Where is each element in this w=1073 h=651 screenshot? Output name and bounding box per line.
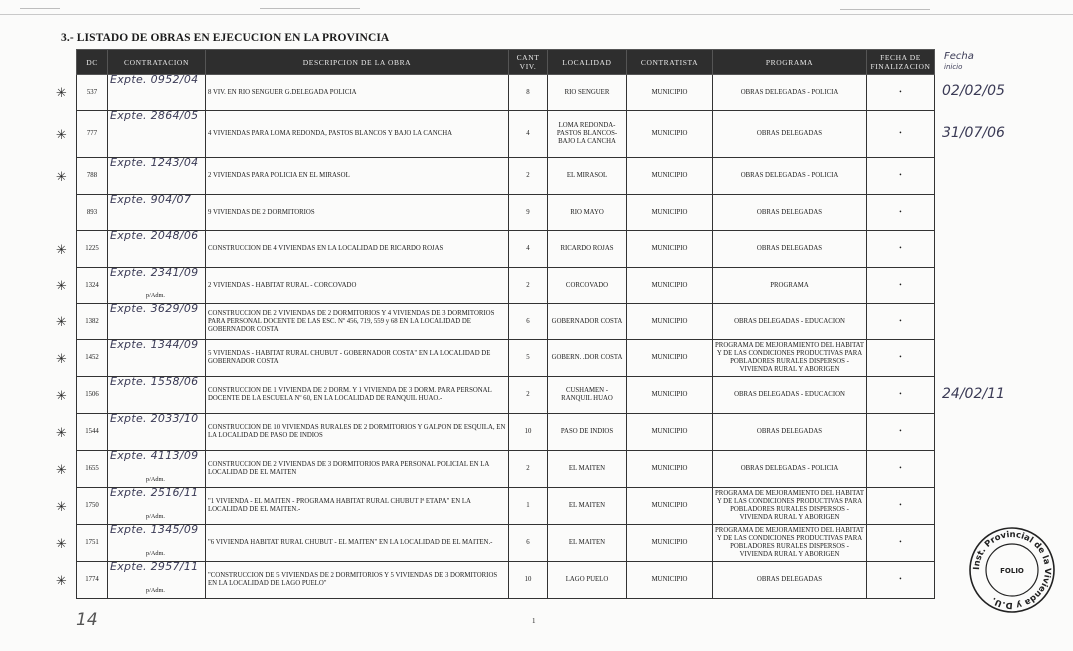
table-cell-programa: PROGRAMA (713, 268, 867, 304)
table-row (77, 451, 935, 488)
table-cell-descripcion: 2 VIVIENDAS - HABITAT RURAL - CORCOVADO (206, 268, 509, 304)
asterisk-mark-icon: ✳ (56, 425, 67, 441)
header-programa: PROGRAMA (713, 50, 867, 75)
table-row (77, 268, 935, 304)
handwritten-start-date: 31/07/06 (942, 124, 1005, 141)
page-number: 1 (532, 617, 536, 625)
table-cell-descripcion: 2 VIVIENDAS PARA POLICIA EN EL MIRASOL (206, 158, 509, 195)
handwritten-start-date: 24/02/11 (942, 385, 1005, 402)
handwritten-expte: Expte. 0952/04 (110, 74, 199, 86)
table-cell-descripcion: "6 VIVIENDA HABITAT RURAL CHUBUT - EL MAITEN" EN LA LOCALIDAD DE EL MAITEN.- (206, 525, 509, 562)
table-cell-dc: 777 (77, 111, 108, 158)
table-cell-programa: PROGRAMA DE MEJORAMIENTO DEL HABITAT Y DE LAS CONDICIONES PRODUCTIVAS PARA POBLADORES RURALES DISPERSOS - VIVIENDA RURAL Y ABORIGEN (713, 525, 867, 562)
table-cell-fecha: • (867, 75, 935, 111)
table-cell-cant: 4 (509, 111, 548, 158)
header-fecha: FECHA DE FINALIZACION (867, 50, 935, 75)
table-cell-dc: 1382 (77, 304, 108, 340)
table-cell-programa: OBRAS DELEGADAS (713, 562, 867, 599)
folio-stamp (968, 526, 1056, 614)
header-localidad: LOCALIDAD (548, 50, 627, 75)
scan-mark (20, 8, 60, 9)
table-cell-cant: 8 (509, 75, 548, 111)
table-cell-fecha: • (867, 195, 935, 231)
padm-label: p/Adm. (145, 513, 165, 520)
asterisk-mark-icon: ✳ (56, 536, 67, 552)
table-cell-contratacion (108, 195, 206, 231)
table-cell-dc: 1655 (77, 451, 108, 488)
handwritten-expte: Expte. 2033/10 (110, 413, 199, 425)
table-row (77, 158, 935, 195)
table-cell-cant: 2 (509, 377, 548, 414)
table-cell-localidad: EL MAITEN (548, 451, 627, 488)
table-cell-cant: 1 (509, 488, 548, 525)
table-cell-programa: OBRAS DELEGADAS - POLICIA (713, 75, 867, 111)
asterisk-mark-icon: ✳ (56, 499, 67, 515)
header-contratista: CONTRATISTA (627, 50, 713, 75)
works-table (76, 49, 935, 599)
header-descripcion: DESCRIPCION DE LA OBRA (206, 50, 509, 75)
table-cell-programa: OBRAS DELEGADAS - POLICIA (713, 451, 867, 488)
asterisk-mark-icon: ✳ (56, 86, 67, 101)
table-cell-localidad: EL MIRASOL (548, 158, 627, 195)
table-cell-localidad: EL MAITEN (548, 488, 627, 525)
table-row (77, 195, 935, 231)
handwritten-start-date: 02/02/05 (942, 83, 1005, 99)
top-edge-line (0, 14, 1073, 15)
table-cell-dc: 1225 (77, 231, 108, 268)
table-cell-descripcion: CONSTRUCCION DE 2 VIVIENDAS DE 3 DORMITORIOS PARA PERSONAL POLICIAL EN LA LOCALIDAD DE EL MAITEN (206, 451, 509, 488)
asterisk-mark-icon: ✳ (56, 351, 67, 367)
table-cell-contratacion (108, 488, 206, 525)
padm-label: p/Adm. (145, 476, 165, 483)
table-cell-localidad: LAGO PUELO (548, 562, 627, 599)
table-cell-contratacion (108, 231, 206, 268)
table-cell-localidad: GOBERN. .DOR COSTA (548, 340, 627, 377)
table-cell-cant: 4 (509, 231, 548, 268)
scan-mark (840, 9, 930, 10)
handwritten-expte: Expte. 2341/09 (110, 267, 199, 279)
table-cell-contratacion (108, 525, 206, 562)
table-cell-contratista: MUNICIPIO (627, 195, 713, 231)
table-cell-programa: OBRAS DELEGADAS - EDUCACION (713, 304, 867, 340)
margin-header-line1: Fecha (944, 51, 974, 62)
table-cell-contratista: MUNICIPIO (627, 525, 713, 562)
table-cell-fecha: • (867, 268, 935, 304)
scan-mark (260, 8, 360, 9)
table-cell-fecha: • (867, 111, 935, 158)
table-cell-fecha: • (867, 340, 935, 377)
table-cell-dc: 788 (77, 158, 108, 195)
table-cell-contratacion (108, 111, 206, 158)
table-cell-cant: 6 (509, 304, 548, 340)
table-cell-dc: 893 (77, 195, 108, 231)
table-cell-fecha: • (867, 158, 935, 195)
table-cell-programa: OBRAS DELEGADAS (713, 231, 867, 268)
table-cell-dc: 1506 (77, 377, 108, 414)
handwritten-expte: Expte. 2864/05 (110, 110, 199, 122)
table-cell-descripcion: 9 VIVIENDAS DE 2 DORMITORIOS (206, 195, 509, 231)
table-cell-cant: 2 (509, 268, 548, 304)
table-cell-programa: OBRAS DELEGADAS (713, 414, 867, 451)
handwritten-expte: Expte. 2516/11 (110, 487, 199, 499)
table-cell-descripcion: CONSTRUCCION DE 2 VIVIENDAS DE 2 DORMITORIOS Y 4 VIVIENDAS DE 3 DORMITORIOS PARA PERSONAL DOCENTE DE LAS ESC. Nº 456, 719, 559 y 68 EN LA LOCALIDAD DE GOBERNADOR COSTA (206, 304, 509, 340)
table-cell-programa: OBRAS DELEGADAS - POLICIA (713, 158, 867, 195)
table-cell-contratista: MUNICIPIO (627, 75, 713, 111)
padm-label: p/Adm. (145, 587, 165, 594)
table-cell-fecha: • (867, 377, 935, 414)
table-cell-fecha: • (867, 451, 935, 488)
table-cell-descripcion: 5 VIVIENDAS - HABITAT RURAL CHUBUT - GOBERNADOR COSTA" EN LA LOCALIDAD DE GOBERNADOR COSTA (206, 340, 509, 377)
table-cell-contratista: MUNICIPIO (627, 414, 713, 451)
asterisk-mark-icon: ✳ (56, 169, 67, 185)
table-cell-programa: OBRAS DELEGADAS - EDUCACION (713, 377, 867, 414)
table-row (77, 414, 935, 451)
table-cell-localidad: EL MAITEN (548, 525, 627, 562)
table-cell-contratista: MUNICIPIO (627, 377, 713, 414)
table-cell-descripcion: "1 VIVIENDA - EL MAITEN - PROGRAMA HABITAT RURAL CHUBUT Iª ETAPA" EN LA LOCALIDAD DE EL MAITEN.- (206, 488, 509, 525)
table-cell-localidad: CORCOVADO (548, 268, 627, 304)
table-cell-fecha: • (867, 414, 935, 451)
table-cell-cant: 6 (509, 525, 548, 562)
padm-label: p/Adm. (145, 550, 165, 557)
table-cell-contratacion (108, 414, 206, 451)
handwritten-expte: Expte. 4113/09 (110, 450, 199, 462)
table-row (77, 525, 935, 562)
handwritten-expte: Expte. 2048/06 (110, 230, 199, 242)
header-cant: CANT VIV. (509, 50, 548, 75)
table-cell-dc: 1452 (77, 340, 108, 377)
table-cell-localidad: PASO DE INDIOS (548, 414, 627, 451)
table-cell-fecha: • (867, 562, 935, 599)
asterisk-mark-icon: ✳ (56, 279, 67, 294)
table-cell-fecha: • (867, 525, 935, 562)
table-cell-contratista: MUNICIPIO (627, 268, 713, 304)
table-cell-descripcion: 8 VIV. EN RIO SENGUER G.DELEGADA POLICIA (206, 75, 509, 111)
table-cell-contratacion (108, 340, 206, 377)
table-cell-contratacion (108, 451, 206, 488)
table-cell-descripcion: CONSTRUCCION DE 1 VIVIENDA DE 2 DORM. Y 1 VIVIENDA DE 3 DORM. PARA PERSONAL DOCENTE DE LA ESCUELA Nº 60, EN LA LOCALIDAD DE RANQUIL HUAO.- (206, 377, 509, 414)
table-cell-cant: 9 (509, 195, 548, 231)
stamp-text: Inst. Provincial de la Vivienda y D.U. (971, 529, 1053, 611)
table-cell-cant: 10 (509, 414, 548, 451)
table-row (77, 340, 935, 377)
table-row (77, 562, 935, 599)
table-header-row (77, 50, 935, 75)
table-row (77, 75, 935, 111)
table-cell-descripcion: CONSTRUCCION DE 10 VIVIENDAS RURALES DE 2 DORMITORIOS Y GALPON DE ESQUILA, EN LA LOCALIDAD DE PASO DE INDIOS (206, 414, 509, 451)
table-cell-contratista: MUNICIPIO (627, 562, 713, 599)
table-cell-contratacion (108, 562, 206, 599)
table-cell-dc: 537 (77, 75, 108, 111)
handwritten-expte: Expte. 3629/09 (110, 303, 199, 315)
table-cell-contratacion (108, 268, 206, 304)
table-cell-fecha: • (867, 488, 935, 525)
table-cell-dc: 1750 (77, 488, 108, 525)
table-cell-contratista: MUNICIPIO (627, 451, 713, 488)
table-cell-fecha: • (867, 231, 935, 268)
margin-header-line2: inicio (944, 63, 963, 71)
table-cell-contratacion (108, 75, 206, 111)
asterisk-mark-icon: ✳ (56, 242, 67, 258)
handwritten-expte: Expte. 1345/09 (110, 524, 199, 536)
page-title: 3.- LISTADO DE OBRAS EN EJECUCION EN LA PROVINCIA (61, 32, 390, 44)
table-cell-descripcion: 4 VIVIENDAS PARA LOMA REDONDA, PASTOS BLANCOS Y BAJO LA CANCHA (206, 111, 509, 158)
handwritten-expte: Expte. 904/07 (110, 194, 192, 206)
table-cell-cant: 2 (509, 158, 548, 195)
table-cell-contratacion (108, 377, 206, 414)
handwritten-expte: Expte. 2957/11 (110, 561, 199, 573)
asterisk-mark-icon: ✳ (56, 573, 67, 589)
stamp-center-text: FOLIO (1000, 567, 1024, 575)
asterisk-mark-icon: ✳ (56, 127, 67, 143)
table-cell-programa: PROGRAMA DE MEJORAMIENTO DEL HABITAT Y DE LAS CONDICIONES PRODUCTIVAS PARA POBLADORES RURALES DISPERSOS - VIVIENDA RURAL Y ABORIGEN (713, 488, 867, 525)
table-cell-dc: 1774 (77, 562, 108, 599)
table-row (77, 231, 935, 268)
table-cell-programa: OBRAS DELEGADAS (713, 111, 867, 158)
padm-label: p/Adm. (145, 292, 165, 299)
table-cell-localidad: RIO SENGUER (548, 75, 627, 111)
table-cell-programa: OBRAS DELEGADAS (713, 195, 867, 231)
table-cell-fecha: • (867, 304, 935, 340)
asterisk-mark-icon: ✳ (56, 315, 67, 330)
asterisk-mark-icon: ✳ (56, 462, 67, 478)
table-cell-cant: 10 (509, 562, 548, 599)
table-cell-descripcion: "CONSTRUCCION DE 5 VIVIENDAS DE 2 DORMITORIOS Y 5 VIVIENDAS DE 3 DORMITORIOS EN LA LOCALIDAD DE LAGO PUELO" (206, 562, 509, 599)
table-row (77, 488, 935, 525)
handwritten-expte: Expte. 1558/06 (110, 376, 199, 388)
table-cell-contratista: MUNICIPIO (627, 340, 713, 377)
table-cell-localidad: GOBERNADOR COSTA (548, 304, 627, 340)
header-contratacion: CONTRATACION (108, 50, 206, 75)
table-row (77, 377, 935, 414)
handwritten-expte: Expte. 1243/04 (110, 157, 199, 169)
margin-header-note (944, 52, 974, 72)
table-cell-dc: 1751 (77, 525, 108, 562)
table-row (77, 111, 935, 158)
handwritten-expte: Expte. 1344/09 (110, 339, 199, 351)
table-cell-contratista: MUNICIPIO (627, 111, 713, 158)
table-cell-descripcion: CONSTRUCCION DE 4 VIVIENDAS EN LA LOCALIDAD DE RICARDO ROJAS (206, 231, 509, 268)
table-cell-contratacion (108, 158, 206, 195)
table-cell-contratista: MUNICIPIO (627, 304, 713, 340)
table-cell-dc: 1544 (77, 414, 108, 451)
table-cell-cant: 5 (509, 340, 548, 377)
table-cell-localidad: RIO MAYO (548, 195, 627, 231)
table-cell-contratacion (108, 304, 206, 340)
table-cell-cant: 2 (509, 451, 548, 488)
table-cell-contratista: MUNICIPIO (627, 488, 713, 525)
table-cell-localidad: RICARDO ROJAS (548, 231, 627, 268)
table-cell-dc: 1324 (77, 268, 108, 304)
table-cell-contratista: MUNICIPIO (627, 158, 713, 195)
table-cell-programa: PROGRAMA DE MEJORAMIENTO DEL HABITAT Y DE LAS CONDICIONES PRODUCTIVAS PARA POBLADORES RURALES DISPERSOS - VIVIENDA RURAL Y ABORIGEN (713, 340, 867, 377)
table-row (77, 304, 935, 340)
table-cell-localidad: CUSHAMEN - RANQUIL HUAO (548, 377, 627, 414)
table-cell-localidad: LOMA REDONDA-PASTOS BLANCOS-BAJO LA CANCHA (548, 111, 627, 158)
table-cell-contratista: MUNICIPIO (627, 231, 713, 268)
handwritten-page-number: 14 (76, 610, 98, 630)
asterisk-mark-icon: ✳ (56, 388, 67, 404)
header-dc: DC (77, 50, 108, 75)
